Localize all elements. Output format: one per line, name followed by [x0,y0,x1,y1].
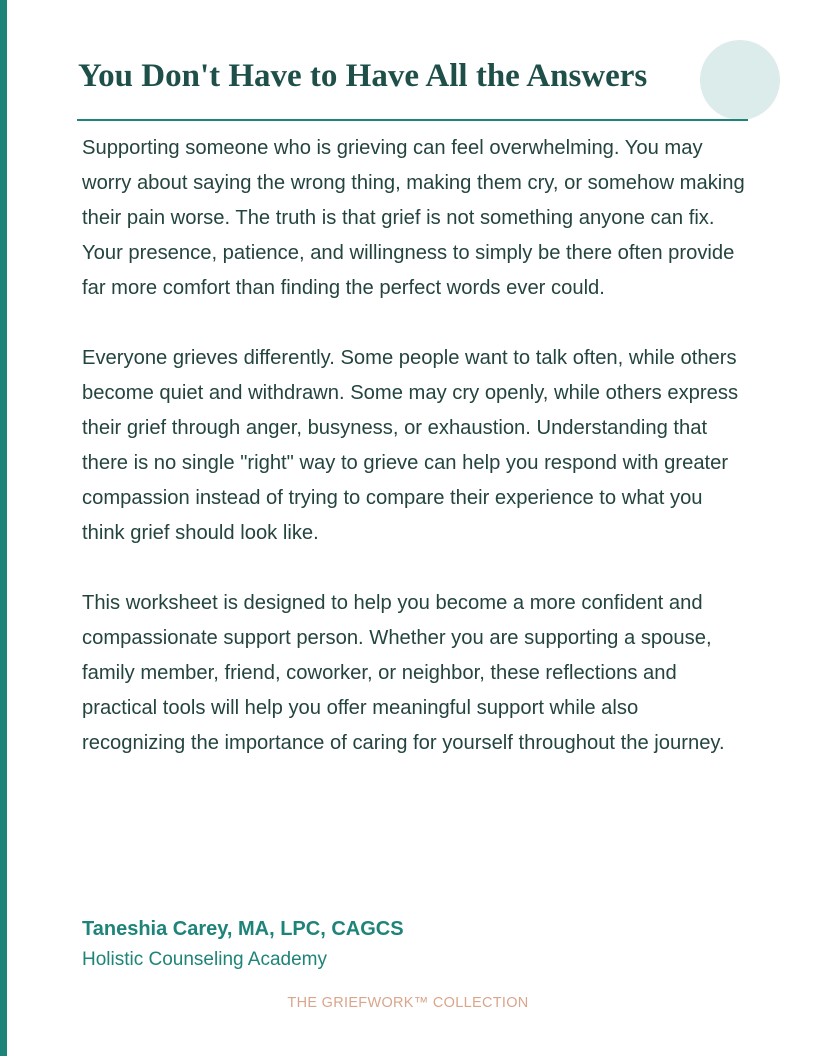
left-accent-bar [0,0,7,1056]
page-title: You Don't Have to Have All the Answers [78,58,648,94]
paragraph-intro: Supporting someone who is grieving can feel overwhelming. You may worry about saying the wrong thing, making them cry, or somehow making their pain worse. The truth is that grief is not something anyone can fix. Your presence, patience, and willingness to simply be there often provide far more comfort than finding the perfect words ever could. [82,137,745,299]
author-name: Taneshia Carey, MA, LPC, CAGCS [82,918,404,940]
footer-collection-label: THE GRIEFWORK™ COLLECTION [287,995,529,1011]
paragraph-grieving-differently: Everyone grieves differently. Some people want to talk often, while others become quiet and withdrawn. Some may cry openly, while others express their grief through anger, busyness, or exhaustion. Understanding that there is no single "right" way to grieve can help you respond with greater compassion instead of trying to compare their experience to what you think grief should look like. [82,347,739,544]
title-divider [77,119,748,121]
author-organization: Holistic Counseling Academy [82,949,328,970]
decorative-circle [700,40,780,120]
paragraph-worksheet-purpose: This worksheet is designed to help you become a more confident and compassionate support person. Whether you are supporting a spouse, family member, friend, coworker, or neighbor, these reflections and practical tools will help you offer meaningful support while also recognizing the importance of caring for yourself throughout the journey. [82,592,725,754]
body-text [82,131,747,796]
